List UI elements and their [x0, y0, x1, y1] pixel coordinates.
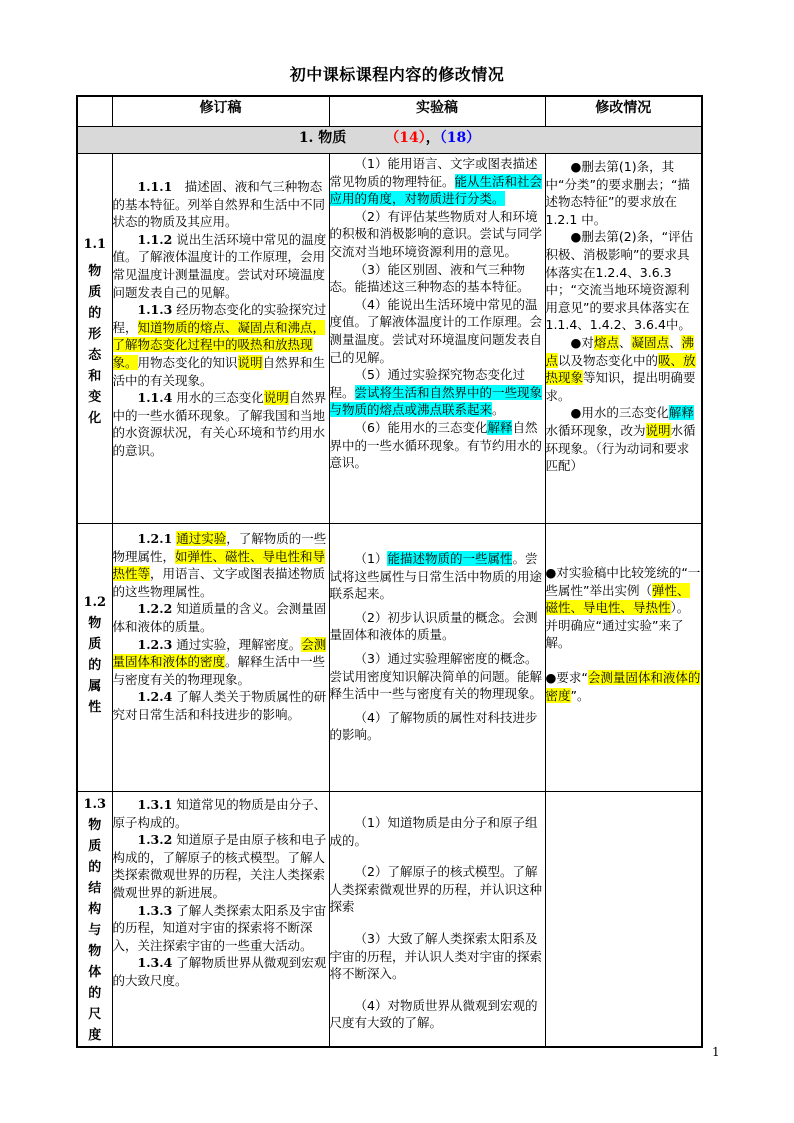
topic-number: 1.1	[83, 237, 107, 252]
topic-char: 的	[88, 860, 102, 875]
item-text: 描述固、液和气三种物态的基本特征。列举自然界和生活中不同状态的物质及其应用。	[112, 179, 326, 230]
section-ref-blue: （18）	[439, 130, 481, 146]
change-note: ●删去第(1)条，其中“分类”的要求删去；“描述物态特征”的要求放在 1.2.1 中。	[545, 159, 690, 227]
highlight-yellow: 知道物质的熔点、凝固点和沸点，了解物态变化过程中的吸热和放热现象。	[112, 319, 326, 370]
topic-char: 与	[88, 923, 102, 938]
experimental-item	[330, 419, 545, 472]
topic-char: 和	[88, 369, 102, 384]
item-text: 水循环现象，改为	[545, 422, 646, 438]
item-text: 自然界中的一些水循环现象。了解我国和当地的水资源状况，有关心环境和节约用水的意识。	[112, 390, 327, 458]
experimental-item: （3）大致了解人类探索太阳系及宇宙的历程，并认识人类对宇宙的探索将不断深入。	[329, 930, 543, 982]
revised-cell	[112, 792, 329, 1048]
topic-char: 物	[88, 944, 102, 959]
topic-char: 质	[88, 839, 102, 854]
revised-item	[113, 954, 329, 989]
item-text: 以及物态变化中的	[558, 352, 659, 368]
revised-item	[113, 688, 329, 723]
header-empty	[77, 96, 112, 127]
revised-item	[113, 600, 329, 635]
topic-char: 性	[88, 700, 102, 715]
experimental-cell	[329, 792, 545, 1048]
highlight-cyan: 解释	[668, 405, 694, 421]
topic-char: 的	[88, 986, 102, 1001]
topic-char: 结	[88, 881, 102, 896]
topic-char: 质	[88, 285, 102, 300]
header-experimental: 实验稿	[329, 96, 545, 127]
item-text: ，了解物质的一些物理属性，	[112, 531, 327, 564]
change-note	[546, 404, 702, 474]
item-text: 说出生活环境中常见的温度值。了解液体温度计的工作原理，会用常见温度计测量温度。尝试对环境温度问题发表自己的见解。	[112, 231, 327, 300]
experimental-item: （4）了解物质的属性对科技进步的影响。	[329, 709, 538, 743]
highlight-cyan: 能从生活和社会应用的角度，对物质进行分类。	[329, 173, 543, 207]
item-text: （5）通过实验探究物态变化过程。	[329, 367, 525, 400]
highlight-cyan: 尝试将生活和自然界中的一些现象与物质的熔点或沸点联系起来	[329, 384, 543, 418]
document-title: 初中课标课程内容的修改情况	[289, 65, 505, 84]
item-text: 用水的三态变化	[172, 390, 264, 406]
revised-item	[113, 301, 329, 389]
item-text: 。尝试将这些属性与日常生活中物质的用途联系起来。	[329, 551, 543, 602]
item-code: 1.1.1	[137, 179, 173, 194]
change-note	[546, 669, 702, 704]
topic-char: 构	[88, 902, 102, 917]
highlight-yellow: 熔点	[593, 334, 619, 350]
header-row	[77, 96, 702, 127]
highlight-cyan: 解释	[487, 419, 513, 435]
item-code: 1.1.2	[137, 231, 173, 247]
experimental-item	[330, 550, 545, 603]
experimental-item: （4）能说出生活环境中常见的温度值。了解液体温度计的工作原理。会测量温度。尝试对环境温度问题发表自己的见解。	[329, 296, 543, 365]
item-code: 1.1.4	[137, 390, 173, 406]
topic-number: 1.3	[83, 797, 107, 812]
item-text: 了解物质世界从微观到宏观的大致尺度。	[112, 955, 327, 988]
section-label: 1. 物质	[298, 130, 347, 146]
topic-char: 体	[88, 965, 102, 980]
topic-char: 物	[88, 616, 102, 631]
highlight-yellow: 说明	[263, 390, 289, 406]
topic-char: 形	[88, 327, 102, 342]
table-row-1-2	[77, 524, 702, 792]
item-code: 1.3.1	[137, 797, 173, 812]
item-text: 了解人类关于物质属性的研究对日常生活和科技进步的影响。	[112, 689, 327, 722]
item-text: 经历物态变化的实验探究过程，	[112, 302, 327, 335]
experimental-item	[330, 366, 545, 419]
topic-cell	[77, 792, 112, 1048]
highlight-cyan: 能描述物质的一些属性	[387, 551, 513, 566]
topic-char: 度	[88, 1028, 102, 1043]
experimental-item: （1）知道物质是由分子和原子组成的。	[329, 815, 538, 848]
item-text: 、	[668, 334, 682, 350]
topic-char: 物	[88, 264, 102, 279]
table-row-1-1	[77, 154, 702, 524]
topic-char: 属	[88, 679, 102, 694]
revised-item	[113, 389, 329, 459]
item-code: 1.3.4	[137, 955, 173, 971]
experimental-cell	[329, 154, 545, 524]
topic-char: 尺	[88, 1007, 102, 1022]
experimental-item: （4）对物质世界从微观到宏观的尺度有大致的了解。	[329, 997, 538, 1031]
experimental-cell	[329, 524, 545, 792]
item-text: 自然界和生活中的有关现象。	[112, 354, 326, 388]
changes-cell-empty	[545, 792, 702, 1048]
item-text: ”。	[570, 687, 590, 703]
highlight-yellow: 弹性、磁性、导电性、导热性	[545, 582, 690, 616]
table-row-1-3	[77, 792, 702, 1048]
item-text: 。	[492, 402, 505, 418]
item-text: 等知识，提出明确要求。	[545, 370, 696, 403]
highlight-yellow: 吸、放热现象	[545, 352, 696, 386]
item-code: 1.2.4	[137, 689, 173, 705]
item-text: ，用语言、文字或图表描述物质的这些物理属性。	[112, 566, 326, 599]
item-text: 知道原子是由原子核和电子构成的，了解原子的核式模型。了解人类探索微观世界的历程，关注人类探索微观世界的新进展。	[112, 832, 327, 900]
experimental-item	[330, 155, 545, 208]
topic-char: 质	[88, 637, 102, 652]
item-text: ）。并明确应“通过实验”来了解。	[545, 600, 690, 651]
item-text: 知道质量的含义。会测量固体和液体的质量。	[112, 601, 327, 634]
page-number: 1	[712, 1045, 720, 1059]
topic-char: 的	[88, 658, 102, 673]
highlight-yellow: 说明	[237, 354, 263, 370]
revised-item	[113, 178, 329, 231]
topic-char: 物	[88, 818, 102, 833]
experimental-item: （3）通过实验理解密度的概念。尝试用密度知识解决简单的问题。能解释生活中一些与密度有关的物理现象。	[329, 650, 543, 702]
section-ref-separator: ，	[425, 130, 440, 146]
header-revised: 修订稿	[112, 96, 329, 127]
experimental-item: （3）能区别固、液和气三种物态。能描述这三种物态的基本特征。	[329, 261, 530, 295]
change-note: ●删去第(2)条，“评估积极、消极影响”的要求具体落实在1.2.4、3.6.3中；“交流当地环境资源利用意见”的要求具体落实在1.1.4、1.4.2、3.6.4中。	[545, 229, 694, 333]
revised-item	[113, 530, 329, 600]
item-code: 1.2.1	[137, 531, 173, 546]
topic-char: 变	[88, 390, 102, 405]
section-row	[77, 127, 702, 154]
topic-char: 态	[88, 348, 102, 363]
item-text: （6）能用水的三态变化	[354, 419, 488, 435]
highlight-yellow: 如弹性、磁性、导电性和导热性等	[112, 548, 326, 582]
item-text: （1）能用语言、文字或图表描述常见物质的物理特征。	[329, 156, 538, 189]
item-text: 、	[618, 334, 632, 350]
revised-item	[113, 831, 329, 901]
revised-item	[113, 231, 329, 301]
item-text: ●对实验稿中比较笼统的“一些属性”举出实例（	[545, 565, 701, 598]
highlight-yellow: 通过实验	[176, 531, 227, 546]
item-code: 1.1.3	[137, 302, 173, 318]
experimental-item: （2）了解原子的核式模型。了解人类探索微观世界的历程，并认识这种探索	[329, 864, 543, 915]
highlight-yellow: 会测量固体和液体的密度	[545, 669, 701, 703]
change-note	[546, 564, 702, 652]
experimental-item: （2）初步认识质量的概念。会测量固体和液体的质量。	[329, 609, 538, 643]
item-text: 水循环现象。（行为动词和要求匹配）	[545, 422, 696, 474]
experimental-item: （2）有评估某些物质对人和环境的积极和消极影响的意识。尝试与同学交流对当地环境资源利用的意见。	[329, 208, 543, 259]
topic-cell	[77, 154, 112, 524]
revised-cell	[112, 154, 329, 524]
item-text: ●对	[570, 334, 594, 350]
item-text: 。解释生活中一些与密度有关的物理现象。	[112, 654, 326, 687]
highlight-yellow: 说明	[645, 422, 671, 438]
changes-cell	[545, 524, 702, 792]
item-text: 自然界中的一些水循环现象。有节约用水的意识。	[329, 419, 543, 471]
change-note	[546, 334, 702, 404]
item-code: 1.2.2	[137, 601, 173, 617]
header-changes: 修改情况	[545, 96, 702, 127]
item-text: （1）	[354, 551, 388, 566]
item-code: 1.2.3	[137, 636, 173, 652]
highlight-yellow: 会测量固体和液体的密度	[112, 636, 327, 670]
item-text: ●用水的三态变化	[570, 405, 669, 421]
changes-cell	[545, 154, 702, 524]
revised-item	[113, 902, 329, 955]
revised-item	[113, 796, 329, 831]
revised-cell	[112, 524, 329, 792]
section-ref-red: （14）	[385, 130, 426, 146]
highlight-yellow: 沸点	[545, 334, 694, 368]
section-heading	[77, 127, 702, 154]
topic-cell	[77, 524, 112, 792]
item-code: 1.3.2	[137, 832, 173, 848]
item-text: ●要求“	[545, 669, 588, 685]
item-text: 了解人类探索太阳系及宇宙的历程，知道对宇宙的探索将不断深入，关注探索宇宙的一些重大活动。	[112, 902, 327, 953]
topic-number: 1.2	[83, 595, 107, 610]
highlight-yellow: 凝固点	[631, 334, 669, 350]
item-code: 1.3.3	[137, 902, 173, 918]
revised-item	[113, 636, 329, 689]
topic-char: 的	[88, 306, 102, 321]
curriculum-table	[76, 95, 703, 1048]
topic-char: 化	[88, 411, 102, 426]
item-text: 通过实验，理解密度。	[172, 636, 302, 652]
item-text: 知道常见的物质是由分子、原子构成的。	[112, 797, 327, 830]
item-text: 用物态变化的知识	[137, 354, 238, 370]
